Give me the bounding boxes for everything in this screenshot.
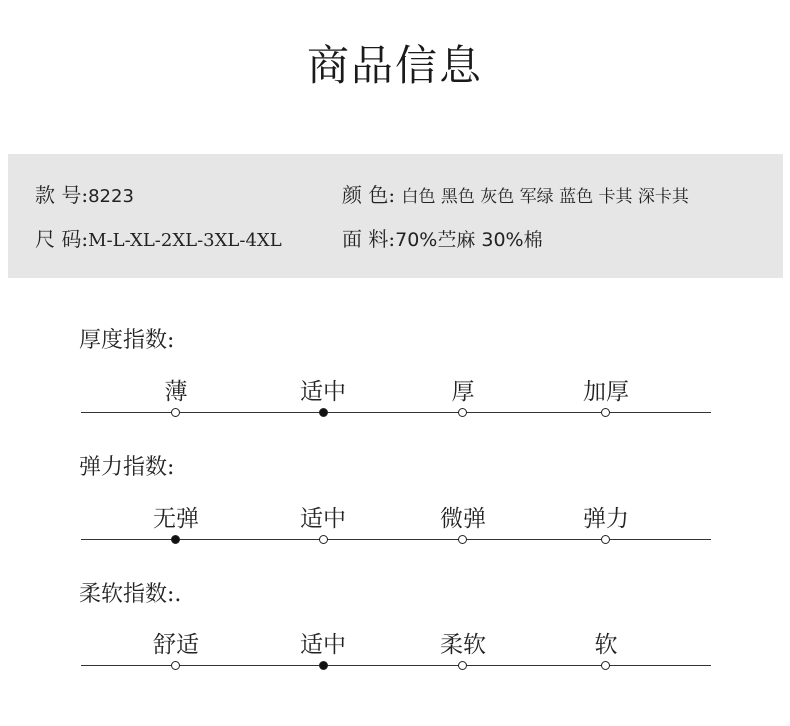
elasticity-dot-medium (319, 535, 328, 544)
softness-index-title: 柔软指数:. (79, 582, 182, 607)
elasticity-option-slight: 微弹 (440, 506, 486, 532)
elasticity-dot-slight (458, 535, 467, 544)
thickness-index-title: 厚度指数: (79, 328, 175, 353)
page-title: 商品信息 (306, 41, 483, 90)
softness-option-comfortable: 舒适 (153, 632, 199, 658)
size-value: M-L-XL-2XL-3XL-4XL (88, 230, 282, 251)
elasticity-dot-none (171, 535, 180, 544)
softness-option-soft: 柔软 (440, 632, 486, 658)
color-value: 白色 黑色 灰色 军绿 蓝色 卡其 深卡其 (401, 187, 689, 207)
fabric-value: 70%苎麻 30%棉 (395, 229, 543, 251)
thickness-dot-thick (458, 408, 467, 417)
thickness-dot-thin (171, 408, 180, 417)
softness-option-medium: 适中 (300, 632, 346, 658)
fabric-row (342, 226, 543, 253)
thickness-option-medium: 适中 (300, 379, 346, 405)
thickness-option-thin: 薄 (164, 379, 188, 405)
thickness-dot-medium (319, 408, 328, 417)
color-row (342, 182, 689, 210)
elasticity-option-medium: 适中 (300, 506, 346, 532)
softness-dot-medium (319, 661, 328, 670)
elasticity-index-title: 弹力指数: (79, 455, 175, 480)
product-info-panel (8, 154, 783, 278)
softness-option-very-soft: 软 (594, 632, 618, 658)
softness-dot-comfortable (171, 661, 180, 670)
softness-dot-soft (458, 661, 467, 670)
style-number-value: 8223 (88, 186, 134, 207)
size-row (35, 226, 282, 254)
thickness-option-thick: 厚 (451, 379, 475, 405)
fabric-label: 面 料: (342, 227, 396, 251)
color-label: 颜 色: (342, 183, 396, 207)
style-number-label: 款 号: (35, 183, 89, 207)
elasticity-dot-stretch (601, 535, 610, 544)
softness-dot-very-soft (601, 661, 610, 670)
thickness-dot-extra-thick (601, 408, 610, 417)
thickness-option-extra-thick: 加厚 (583, 379, 629, 405)
elasticity-option-stretch: 弹力 (583, 506, 629, 532)
style-number-row (35, 182, 134, 210)
elasticity-option-none: 无弹 (153, 506, 199, 532)
size-label: 尺 码: (35, 227, 89, 251)
